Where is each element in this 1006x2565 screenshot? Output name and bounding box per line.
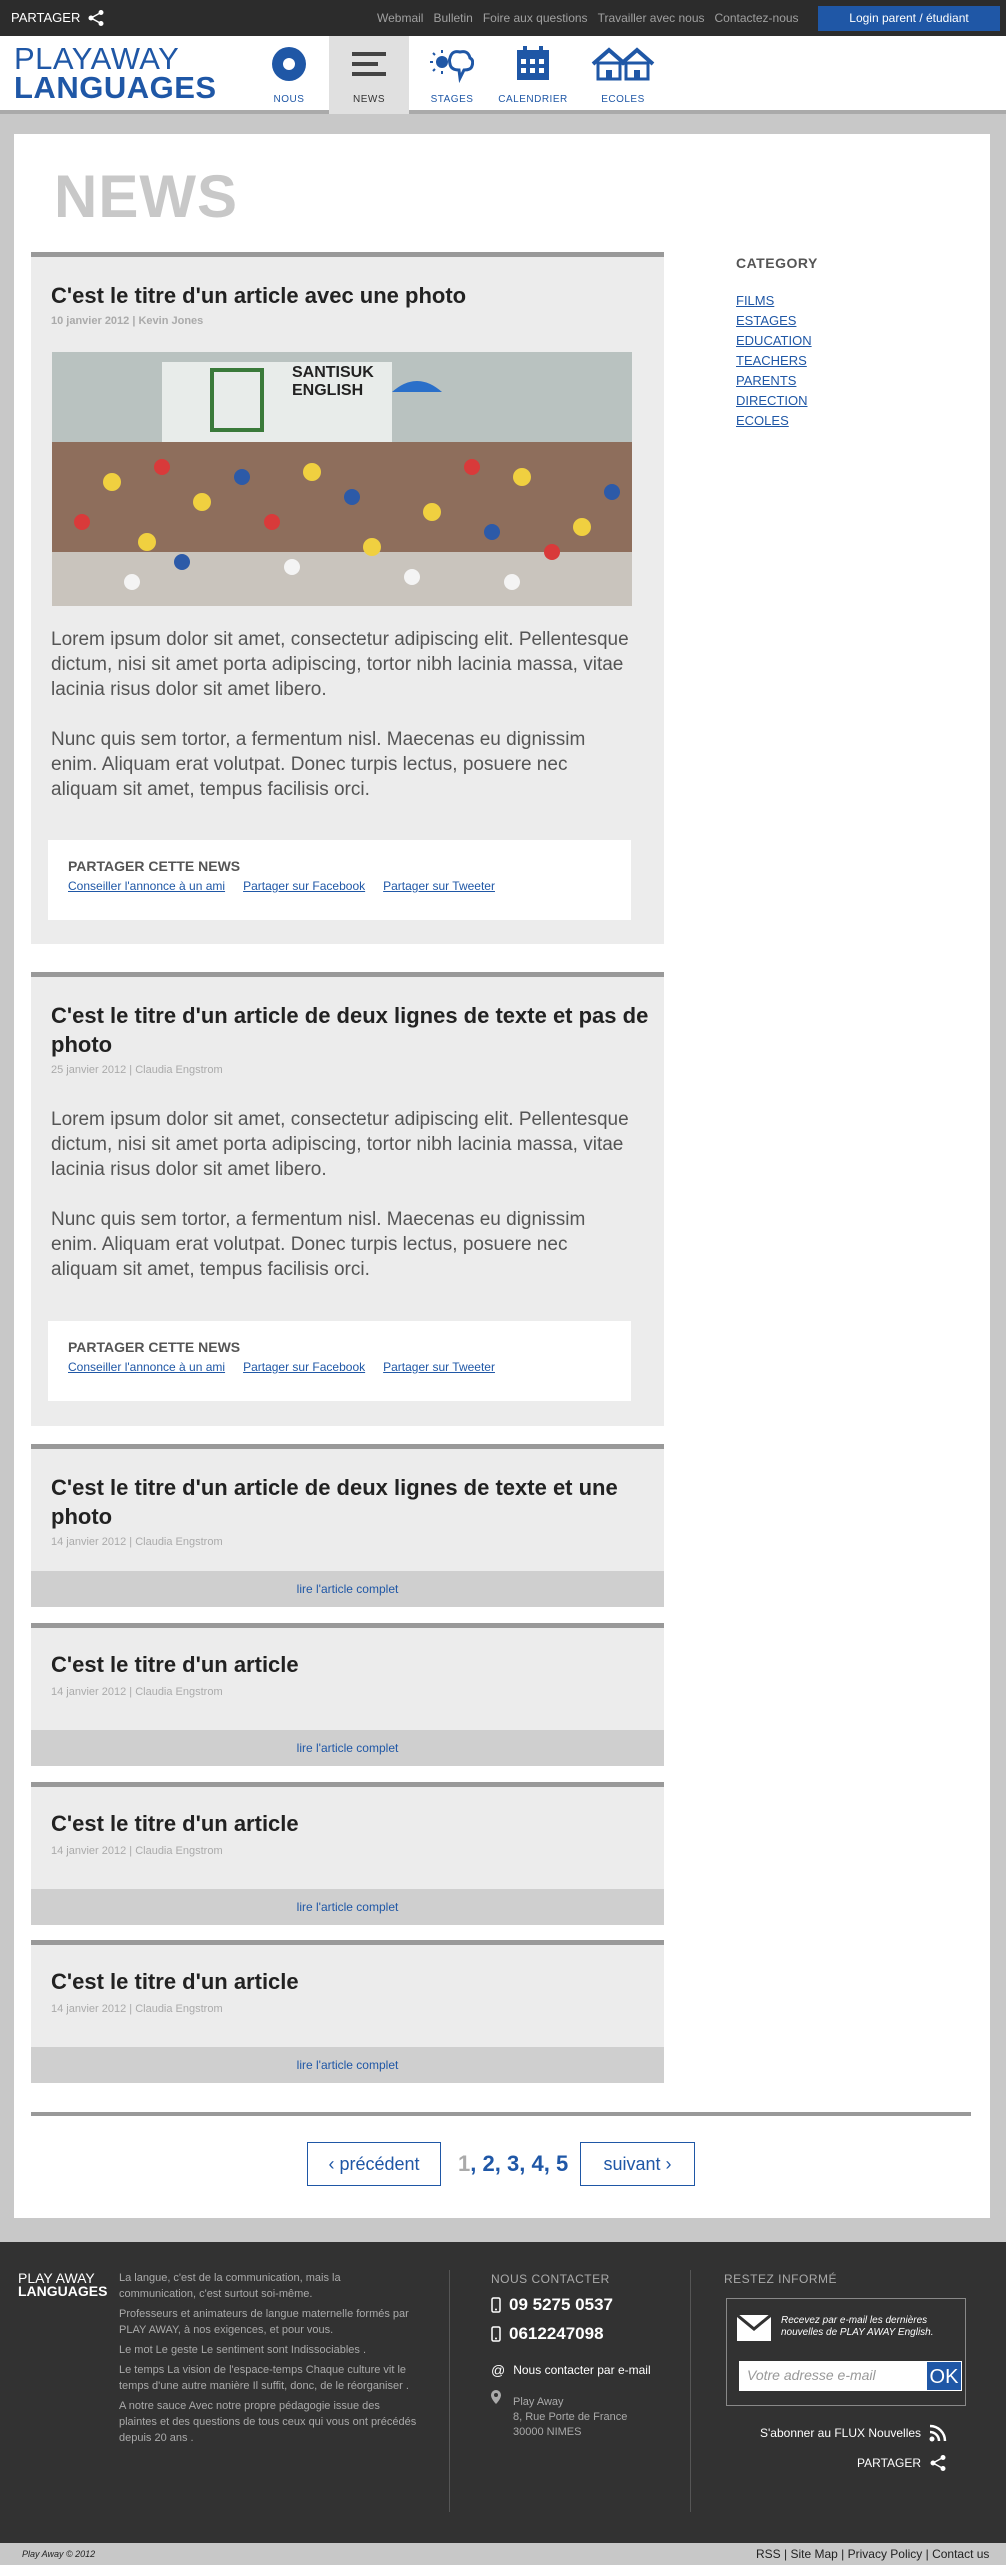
article-photo [52, 352, 632, 606]
share-box-title: PARTAGER CETTE NEWS [68, 1339, 241, 1355]
prev-page-label: précédent [339, 2154, 420, 2174]
share-icon[interactable] [87, 9, 105, 27]
top-bar [0, 0, 1006, 36]
page-number[interactable]: 2 [482, 2151, 495, 2176]
category-sidebar [736, 255, 818, 431]
article-title[interactable]: C'est le titre d'un article de deux lignes de texte et une photo [51, 1475, 618, 1529]
nav-item-nous[interactable] [249, 36, 329, 114]
category-item-teachers[interactable]: TEACHERS [736, 353, 807, 368]
contact-title: NOUS CONTACTER [491, 2272, 610, 2286]
nav-item-stages[interactable] [412, 36, 492, 114]
newsletter-ok-button[interactable]: OK [926, 2361, 962, 2391]
share-label[interactable]: PARTAGER [11, 10, 81, 25]
calendar-icon [513, 44, 553, 84]
article-card [31, 1940, 664, 2083]
envelope-icon [737, 2315, 771, 2341]
login-button[interactable]: Login parent / étudiant [818, 6, 1000, 31]
nav-label-ecoles: ECOLES [601, 94, 645, 105]
top-link-faq[interactable]: Foire aux questions [482, 11, 588, 25]
phone-1[interactable] [491, 2295, 613, 2315]
read-more-link[interactable]: lire l'article complet [31, 2047, 664, 2083]
article-meta: 14 janvier 2012 | Claudia Engstrom [51, 1686, 223, 1698]
next-page-label: suivant [603, 2154, 661, 2174]
category-item-education[interactable]: EDUCATION [736, 333, 812, 348]
logo-line1: PLAYAWAY [14, 41, 180, 76]
sun-cloud-icon [430, 44, 474, 84]
menu-icon [349, 44, 389, 84]
article-title[interactable]: C'est le titre d'un article [51, 1969, 299, 1994]
article-meta: 14 janvier 2012 | Claudia Engstrom [51, 1536, 223, 1548]
article-title[interactable]: C'est le titre d'un article avec une photo [51, 283, 467, 308]
footer-logo[interactable] [18, 2272, 107, 2298]
nav-item-news[interactable] [329, 36, 409, 114]
article-title[interactable]: C'est le titre d'un article [51, 1652, 299, 1677]
newsletter-text: Recevez par e-mail les dernières nouvelles de PLAY AWAY English. [781, 2315, 934, 2338]
chevron-right-icon: › [660, 2154, 672, 2174]
share-tweet-link[interactable]: Partager sur Tweeter [383, 1360, 495, 1374]
footer-logo-line1: PLAY AWAY [18, 2270, 95, 2286]
share-tweet-link[interactable]: Partager sur Tweeter [383, 879, 495, 893]
newsletter-box [726, 2298, 966, 2406]
houses-icon [591, 44, 655, 84]
category-item-direction[interactable]: DIRECTION [736, 393, 808, 408]
top-link-contact[interactable]: Contactez-nous [714, 11, 799, 25]
circle-icon [269, 44, 309, 84]
footer-about-paragraph: Le temps La vision de l'espace-temps Chaque culture vit le temps d'une autre manière Il suffit, donc, de le réorganiser . [119, 2364, 409, 2392]
share-facebook-link[interactable]: Partager sur Facebook [243, 1360, 366, 1374]
at-sign-icon: @ [491, 2362, 506, 2378]
share-links [68, 879, 495, 893]
header [0, 36, 1006, 114]
mobile-icon [491, 2297, 501, 2313]
footer-bottom-links[interactable]: RSS | Site Map | Privacy Policy | Contact us [756, 2547, 990, 2561]
footer-logo-line2: LANGUAGES [18, 2283, 108, 2299]
newsletter-email-input[interactable]: Votre adresse e-mail [739, 2361, 926, 2391]
footer-bottom-bar [0, 2543, 1006, 2565]
footer-about-paragraph: A notre sauce Avec notre propre pédagogie issue des plaintes et des questions de tous ceux qui vous ont précédés depuis 20 ans . [119, 2400, 417, 2444]
read-more-link[interactable]: lire l'article complet [31, 1571, 664, 1607]
divider [31, 2112, 971, 2116]
category-item-parents[interactable]: PARENTS [736, 373, 797, 388]
article-title[interactable]: C'est le titre d'un article [51, 1811, 299, 1836]
category-item-ecoles[interactable]: ECOLES [736, 413, 789, 428]
page-title: NEWS [54, 163, 238, 230]
nav-label-stages: STAGES [430, 94, 474, 105]
site-logo[interactable] [14, 41, 217, 105]
nav-label-calendrier: CALENDRIER [498, 94, 568, 105]
top-link-webmail[interactable]: Webmail [377, 11, 424, 25]
logo-line2: LANGUAGES [14, 70, 217, 105]
phone-2-number: 0612247098 [509, 2324, 604, 2343]
copyright: Play Away © 2012 [22, 2549, 96, 2559]
newsletter-title: RESTEZ INFORMÉ [724, 2272, 838, 2286]
category-item-films[interactable]: FILMS [736, 293, 775, 308]
footer-share-link[interactable] [857, 2454, 947, 2472]
article-paragraph: Nunc quis sem tortor, a fermentum nisl. Maecenas eu dignissim enim. Aliquam erat volutpat. Donec turpis lectus, posuere nec aliquam sit amet, tempus facilisis orci. [51, 729, 586, 800]
article-card [31, 1444, 664, 1607]
share-facebook-link[interactable]: Partager sur Facebook [243, 879, 366, 893]
share-box [48, 840, 631, 920]
share-friend-link[interactable]: Conseiller l'annonce à un ami [68, 1360, 226, 1374]
page-number-current: 1 [458, 2151, 471, 2176]
location-pin-icon [491, 2390, 501, 2404]
article-paragraph: Lorem ipsum dolor sit amet, consectetur adipiscing elit. Pellentesque dictum, nisi sit amet porta adipiscing, tortor nibh lacinia massa, vitae lacinia risus dolor sit amet libero. [51, 1109, 629, 1180]
mobile-icon [491, 2326, 501, 2342]
footer-share-label: PARTAGER [857, 2456, 922, 2470]
address [491, 2390, 627, 2440]
top-link-jobs[interactable]: Travailler avec nous [597, 11, 705, 25]
phone-1-number: 09 5275 0537 [509, 2295, 613, 2314]
address-street: 8, Rue Porte de France [513, 2411, 628, 2423]
article-meta: 14 janvier 2012 | Claudia Engstrom [51, 1845, 223, 1857]
article-card [31, 1623, 664, 1766]
address-city: 30000 NIMES [513, 2426, 582, 2438]
footer-divider [449, 2270, 450, 2512]
next-page-button[interactable] [580, 2142, 695, 2186]
article-card [31, 1782, 664, 1925]
email-contact-label: Nous contacter par e-mail [513, 2363, 651, 2377]
rss-icon [929, 2424, 947, 2442]
footer-divider [690, 2270, 691, 2512]
category-item-estages[interactable]: ESTAGES [736, 313, 797, 328]
nav-label-news: NEWS [353, 94, 385, 105]
prev-page-button[interactable] [307, 2142, 441, 2186]
page-number[interactable]: 4 [531, 2151, 544, 2176]
top-links [377, 11, 799, 25]
article-title[interactable]: C'est le titre d'un article de deux lignes de texte et pas de photo [51, 1003, 649, 1057]
email-contact-link[interactable] [491, 2362, 651, 2378]
article-card [31, 252, 664, 944]
photo-sign-text: SANTISUK ENGLISH [292, 364, 374, 399]
article-card [31, 972, 664, 1426]
share-box [48, 1321, 631, 1401]
page-number[interactable]: 5 [555, 2151, 569, 2176]
footer-about [119, 2270, 419, 2450]
share-friend-link[interactable]: Conseiller l'annonce à un ami [68, 879, 226, 893]
share-icon [929, 2454, 947, 2472]
footer-about-paragraph: Professeurs et animateurs de langue maternelle formés par PLAY AWAY, à nos exigences, et pour vous. [119, 2308, 409, 2336]
footer [0, 2242, 1006, 2565]
read-more-link[interactable]: lire l'article complet [31, 1889, 664, 1925]
main-panel [14, 134, 990, 2218]
rss-subscribe-label: S'abonner au FLUX Nouvelles [760, 2426, 922, 2440]
address-name: Play Away [513, 2396, 564, 2408]
article-meta: 10 janvier 2012 | Kevin Jones [51, 315, 204, 327]
article-meta: 14 janvier 2012 | Claudia Engstrom [51, 2003, 223, 2015]
article-paragraph: Lorem ipsum dolor sit amet, consectetur adipiscing elit. Pellentesque dictum, nisi sit amet porta adipiscing, tortor nibh lacinia massa, vitae lacinia risus dolor sit amet libero. [51, 629, 629, 700]
nav-item-calendrier[interactable] [493, 36, 573, 114]
share-links [68, 1360, 495, 1374]
nav-item-ecoles[interactable] [583, 36, 663, 114]
category-title: CATEGORY [736, 255, 818, 271]
phone-2[interactable] [491, 2324, 604, 2344]
page-number[interactable]: 3 [506, 2151, 520, 2176]
nav-label-nous: NOUS [273, 94, 305, 105]
footer-about-paragraph: La langue, c'est de la communication, mais la communication, c'est surtout soi-même. [119, 2272, 341, 2300]
top-link-bulletin[interactable]: Bulletin [433, 11, 473, 25]
footer-about-paragraph: Le mot Le geste Le sentiment sont Indissociables . [119, 2344, 367, 2356]
page-numbers: 1, 2, 3, 4, 5 [458, 2151, 569, 2176]
article-paragraph: Nunc quis sem tortor, a fermentum nisl. Maecenas eu dignissim enim. Aliquam erat volutpat. Donec turpis lectus, posuere nec aliquam sit amet, tempus facilisis orci. [51, 1209, 586, 1280]
read-more-link[interactable]: lire l'article complet [31, 1730, 664, 1766]
rss-subscribe-link[interactable] [760, 2424, 947, 2442]
article-meta: 25 janvier 2012 | Claudia Engstrom [51, 1064, 223, 1076]
share-box-title: PARTAGER CETTE NEWS [68, 858, 241, 874]
chevron-left-icon: ‹ [328, 2154, 340, 2174]
